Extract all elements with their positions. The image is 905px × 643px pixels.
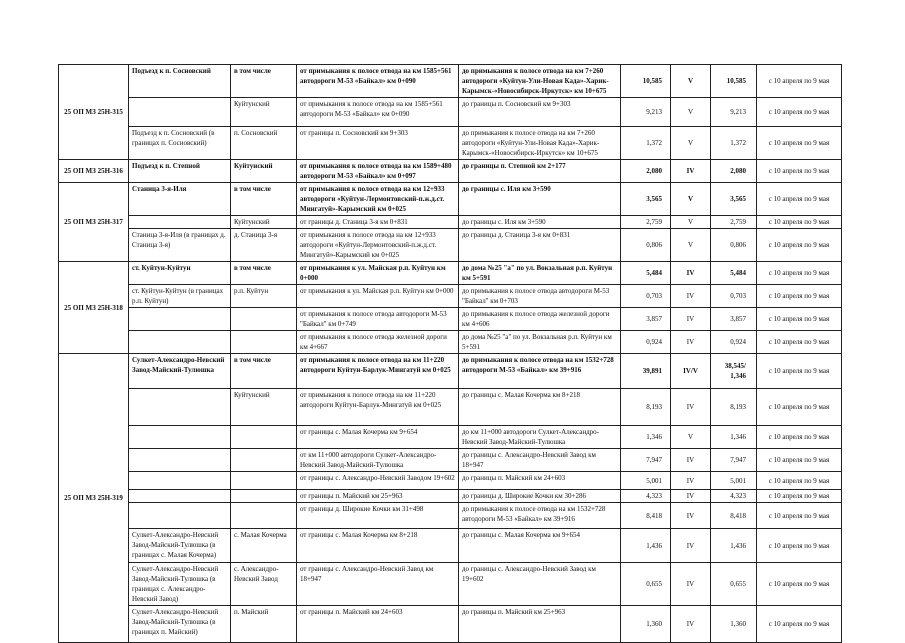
restriction-period-cell: с 10 апреля по 9 мая — [757, 160, 842, 183]
category-cell: IV — [671, 389, 711, 426]
total-length-cell: 0,655 — [711, 563, 757, 606]
total-length-cell: 2,759 — [711, 216, 757, 229]
road-name-cell: Станица 3-я-Иля — [129, 183, 231, 216]
segment-start-cell: от границы п. Сосновский км 9+303 — [297, 127, 459, 160]
table-row — [59, 389, 842, 426]
locality-cell — [231, 503, 297, 529]
restriction-period-cell: с 10 апреля по 9 мая — [757, 308, 842, 331]
road-name-cell — [129, 98, 231, 127]
total-length-cell: 4,323 — [711, 490, 757, 503]
restriction-period-cell: с 10 апреля по 9 мая — [757, 98, 842, 127]
total-length-cell: 0,924 — [711, 331, 757, 354]
category-cell: IV — [671, 449, 711, 472]
category-cell: IV — [671, 308, 711, 331]
restriction-period-cell: с 10 апреля по 9 мая — [757, 354, 842, 389]
category-cell: IV — [671, 563, 711, 606]
segment-end-cell: до границы с. Александро-Невский Завод км 19+602 — [459, 563, 621, 606]
restriction-period-cell: с 10 апреля по 9 мая — [757, 563, 842, 606]
locality-cell: р.п. Куйтун — [231, 285, 297, 308]
length-cell: 0,655 — [621, 563, 671, 606]
road-name-cell: Сулкет-Александро-Невский Завод-Майский-Тулюшка (в границах с. Малая Кочерма) — [129, 529, 231, 563]
roads-restriction-table — [58, 64, 842, 643]
road-name-cell: Сулкет-Александро-Невский Завод-Майский-Тулюшка (в границах с. Александро-Невский Завод) — [129, 563, 231, 606]
table-row — [59, 354, 842, 389]
segment-start-cell: от примыкания к полосе отвода на км 12+933 автодороги «Куйтун-Лермонтовский-п.ж.д.ст. Мингатуй»-Карымский км 0+025 — [297, 229, 459, 262]
segment-start-cell: от границы с. Александро-Невский Заводом 19+602 — [297, 472, 459, 490]
total-length-cell: 9,213 — [711, 98, 757, 127]
segment-end-cell: до границы с. Малая Кочерма км 8+218 — [459, 389, 621, 426]
category-cell: V — [671, 65, 711, 98]
total-length-cell: 0,703 — [711, 285, 757, 308]
length-cell: 5,001 — [621, 472, 671, 490]
category-cell: IV — [671, 285, 711, 308]
road-name-cell: Подъезд к п. Сосновский — [129, 65, 231, 98]
table-row — [59, 229, 842, 262]
segment-end-cell: до границы п. Сосновский км 9+303 — [459, 98, 621, 127]
total-length-cell: 5,484 — [711, 262, 757, 285]
restriction-period-cell: с 10 апреля по 9 мая — [757, 490, 842, 503]
total-length-cell: 1,372 — [711, 127, 757, 160]
road-name-cell: Сулкет-Александро-Невский Завод-Майский-Тулюшка (в границах п. Майский) — [129, 606, 231, 643]
segment-end-cell: до границы с. Иля км 3+590 — [459, 216, 621, 229]
locality-cell: Куйтунский — [231, 216, 297, 229]
road-name-cell: Сулкет-Александро-Невский Завод-Майский-Тулюшка — [129, 354, 231, 389]
length-cell: 0,924 — [621, 331, 671, 354]
segment-start-cell: от примыкания к полосе отвода на км 1585+561 автодороги М-53 «Байкал» км 0+090 — [297, 65, 459, 98]
table-row — [59, 606, 842, 643]
restriction-period-cell: с 10 апреля по 9 мая — [757, 262, 842, 285]
category-cell: IV — [671, 490, 711, 503]
total-length-cell: 38,545/ 1,346 — [711, 354, 757, 389]
segment-end-cell: до примыкания к полосе отвода на км 1532+728 автодороги М-53 «Байкал» км 39+916 — [459, 503, 621, 529]
road-name-cell — [129, 331, 231, 354]
restriction-period-cell: с 10 апреля по 9 мая — [757, 426, 842, 449]
restriction-period-cell: с 10 апреля по 9 мая — [757, 389, 842, 426]
total-length-cell: 0,806 — [711, 229, 757, 262]
total-length-cell: 1,436 — [711, 529, 757, 563]
total-length-cell: 1,346 — [711, 426, 757, 449]
length-cell: 8,193 — [621, 389, 671, 426]
total-length-cell: 8,418 — [711, 503, 757, 529]
total-length-cell: 3,565 — [711, 183, 757, 216]
segment-end-cell: до дома №25 "а" по ул. Вокзальная р.п. Куйтун км 5+591 — [459, 262, 621, 285]
total-length-cell: 5,001 — [711, 472, 757, 490]
road-name-cell — [129, 472, 231, 490]
category-cell: V — [671, 98, 711, 127]
table-row — [59, 160, 842, 183]
road-name-cell: Подъезд к п. Степной — [129, 160, 231, 183]
segment-start-cell: от границы с. Александро-Невский Завод км 18+947 — [297, 563, 459, 606]
restriction-period-cell: с 10 апреля по 9 мая — [757, 65, 842, 98]
category-cell: IV/V — [671, 354, 711, 389]
segment-start-cell: от примыкания к полосе отвода на км 1585+561 автодороги М-53 «Байкал» км 0+090 — [297, 98, 459, 127]
segment-end-cell: до примыкания к полосе отвода на км 7+260 автодороги «Куйтун-Ули-Новая Када»-Харик-Карымск-«Новосибирск-Иркутск» км 10+675 — [459, 127, 621, 160]
table-row — [59, 262, 842, 285]
locality-cell: Куйтунский — [231, 389, 297, 426]
length-cell: 39,891 — [621, 354, 671, 389]
segment-start-cell: от примыкания к полосе отвода на км 11+220 автодороги Куйтун-Барлук-Мингатуй км 0+025 — [297, 389, 459, 426]
segment-start-cell: от примыкания к полосе отвода на км 11+220 автодороги Куйтун-Барлук-Мингатуй км 0+025 — [297, 354, 459, 389]
segment-start-cell: от границы п. Майский км 24+603 — [297, 606, 459, 643]
road-id-cell: 25 ОП МЗ 25Н-316 — [59, 160, 129, 183]
segment-end-cell: до границы д. Широкие Кочки км 30+286 — [459, 490, 621, 503]
restriction-period-cell: с 10 апреля по 9 мая — [757, 529, 842, 563]
locality-cell: в том числе — [231, 65, 297, 98]
length-cell: 0,703 — [621, 285, 671, 308]
restriction-period-cell: с 10 апреля по 9 мая — [757, 503, 842, 529]
segment-end-cell: до примыкания к полосе отвода железной дороги км 4+606 — [459, 308, 621, 331]
locality-cell — [231, 331, 297, 354]
segment-start-cell: от примыкания к полосе отвода на км 1589+480 автодороги М-53 «Байкал» км 0+097 — [297, 160, 459, 183]
restriction-period-cell: с 10 апреля по 9 мая — [757, 216, 842, 229]
length-cell: 1,360 — [621, 606, 671, 643]
segment-end-cell: до примыкания к полосе отвода на км 7+260 автодороги «Куйтун-Ули-Новая Када»-Харик-Карымск-«Новосибирск-Иркутск» км 10+675 — [459, 65, 621, 98]
segment-end-cell: до границы п. Майский км 25+963 — [459, 606, 621, 643]
locality-cell — [231, 426, 297, 449]
length-cell: 10,585 — [621, 65, 671, 98]
road-id-cell: 25 ОП МЗ 25Н-319 — [59, 354, 129, 643]
table-row — [59, 127, 842, 160]
restriction-period-cell: с 10 апреля по 9 мая — [757, 183, 842, 216]
restriction-period-cell: с 10 апреля по 9 мая — [757, 449, 842, 472]
road-id-cell: 25 ОП МЗ 25Н-318 — [59, 262, 129, 354]
segment-end-cell: до границы д. Станица 3-я км 0+831 — [459, 229, 621, 262]
restriction-period-cell: с 10 апреля по 9 мая — [757, 472, 842, 490]
segment-start-cell: от границы д. Широкие Кочки км 31+498 — [297, 503, 459, 529]
locality-cell: д. Станица 3-я — [231, 229, 297, 262]
restriction-period-cell: с 10 апреля по 9 мая — [757, 331, 842, 354]
locality-cell: с. Малая Кочерма — [231, 529, 297, 563]
length-cell: 3,565 — [621, 183, 671, 216]
segment-start-cell: от км 11+000 автодороги Сулкет-Александро-Невский Завод-Майский-Тулюшка — [297, 449, 459, 472]
length-cell: 9,213 — [621, 98, 671, 127]
locality-cell: п. Сосновский — [231, 127, 297, 160]
segment-start-cell: от границы п. Майский км 25+963 — [297, 490, 459, 503]
restriction-period-cell: с 10 апреля по 9 мая — [757, 229, 842, 262]
segment-start-cell: от границы с. Малая Кочерма км 8+218 — [297, 529, 459, 563]
total-length-cell: 2,080 — [711, 160, 757, 183]
segment-end-cell: до примыкания к полосе отвода на км 1532+728 автодороги М-53 «Байкал» км 39+916 — [459, 354, 621, 389]
total-length-cell: 3,857 — [711, 308, 757, 331]
table-row — [59, 183, 842, 216]
length-cell: 7,947 — [621, 449, 671, 472]
restriction-period-cell: с 10 апреля по 9 мая — [757, 606, 842, 643]
category-cell: IV — [671, 503, 711, 529]
locality-cell: п. Майский — [231, 606, 297, 643]
segment-end-cell: до границы с. Александро-Невский Завод км 18+947 — [459, 449, 621, 472]
category-cell: IV — [671, 472, 711, 490]
road-name-cell: ст. Куйтун-Куйтун — [129, 262, 231, 285]
road-name-cell — [129, 389, 231, 426]
category-cell: IV — [671, 529, 711, 563]
category-cell: V — [671, 183, 711, 216]
category-cell: IV — [671, 331, 711, 354]
category-cell: V — [671, 229, 711, 262]
locality-cell: с. Александро-Невский Завод — [231, 563, 297, 606]
road-name-cell — [129, 503, 231, 529]
road-name-cell — [129, 216, 231, 229]
table-row — [59, 216, 842, 229]
segment-start-cell: от примыкания к ул. Майская р.п. Куйтун км 0+000 — [297, 262, 459, 285]
table-row — [59, 308, 842, 331]
road-name-cell — [129, 308, 231, 331]
segment-start-cell: от примыкания к полосе отвода на км 12+933 автодороги «Куйтун-Лермонтовский-п.ж.д.ст. Мингатуй»-Карымский км 0+025 — [297, 183, 459, 216]
locality-cell: Куйтунский — [231, 160, 297, 183]
table-row — [59, 65, 842, 98]
table-row — [59, 449, 842, 472]
segment-start-cell: от границы д. Станица 3-я км 0+831 — [297, 216, 459, 229]
segment-start-cell: от границы с. Малая Кочерма км 9+654 — [297, 426, 459, 449]
length-cell: 1,436 — [621, 529, 671, 563]
length-cell: 1,372 — [621, 127, 671, 160]
category-cell: V — [671, 426, 711, 449]
length-cell: 3,857 — [621, 308, 671, 331]
locality-cell — [231, 308, 297, 331]
road-id-cell: 25 ОП МЗ 25Н-317 — [59, 183, 129, 262]
locality-cell: в том числе — [231, 183, 297, 216]
table-row — [59, 563, 842, 606]
segment-start-cell: от примыкания к полосе отвода автодороги М-53 "Байкал" км 0+749 — [297, 308, 459, 331]
restriction-period-cell: с 10 апреля по 9 мая — [757, 285, 842, 308]
road-name-cell: Станица 3-я-Иля (в границах д. Станица 3-я) — [129, 229, 231, 262]
road-name-cell: ст. Куйтун-Куйтун (в границах р.п. Куйтун) — [129, 285, 231, 308]
locality-cell: Куйтунский — [231, 98, 297, 127]
table-row — [59, 529, 842, 563]
table-row — [59, 285, 842, 308]
segment-end-cell: до примыкания к полосе отвода автодороги М-53 "Байкал" км 0+703 — [459, 285, 621, 308]
road-name-cell: Подъезд к п. Сосновский (в границах п. Сосновский) — [129, 127, 231, 160]
segment-end-cell: до границы п. Степной км 2+177 — [459, 160, 621, 183]
length-cell: 5,484 — [621, 262, 671, 285]
table-row — [59, 426, 842, 449]
table-row — [59, 98, 842, 127]
table-row — [59, 331, 842, 354]
length-cell: 2,080 — [621, 160, 671, 183]
length-cell: 8,418 — [621, 503, 671, 529]
road-id-cell: 25 ОП МЗ 25Н-315 — [59, 65, 129, 160]
locality-cell: в том числе — [231, 262, 297, 285]
total-length-cell: 8,193 — [711, 389, 757, 426]
segment-end-cell: до км 11+000 автодороги Сулкет-Александро-Невский Завод-Майский-Тулюшка — [459, 426, 621, 449]
restriction-period-cell: с 10 апреля по 9 мая — [757, 127, 842, 160]
segment-start-cell: от примыкания к ул. Майская р.п. Куйтун км 0+000 — [297, 285, 459, 308]
length-cell: 4,323 — [621, 490, 671, 503]
locality-cell — [231, 472, 297, 490]
total-length-cell: 1,360 — [711, 606, 757, 643]
road-name-cell — [129, 426, 231, 449]
segment-end-cell: до дома №25 "а" по ул. Вокзальная р.п. Куйтун км 5+591 — [459, 331, 621, 354]
length-cell: 1,346 — [621, 426, 671, 449]
segment-end-cell: до границы с. Иля км 3+590 — [459, 183, 621, 216]
road-name-cell — [129, 490, 231, 503]
length-cell: 0,806 — [621, 229, 671, 262]
table-row — [59, 490, 842, 503]
category-cell: V — [671, 216, 711, 229]
length-cell: 2,759 — [621, 216, 671, 229]
segment-start-cell: от примыкания к полосе отвода железной дороги км 4+667 — [297, 331, 459, 354]
table-row — [59, 503, 842, 529]
locality-cell: в том числе — [231, 354, 297, 389]
road-name-cell — [129, 449, 231, 472]
category-cell: V — [671, 127, 711, 160]
segment-end-cell: до границы п. Майский км 24+603 — [459, 472, 621, 490]
category-cell: IV — [671, 606, 711, 643]
locality-cell — [231, 490, 297, 503]
category-cell: IV — [671, 160, 711, 183]
total-length-cell: 7,947 — [711, 449, 757, 472]
table-row — [59, 472, 842, 490]
segment-end-cell: до границы с. Малая Кочерма км 9+654 — [459, 529, 621, 563]
category-cell: IV — [671, 262, 711, 285]
locality-cell — [231, 449, 297, 472]
total-length-cell: 10,585 — [711, 65, 757, 98]
